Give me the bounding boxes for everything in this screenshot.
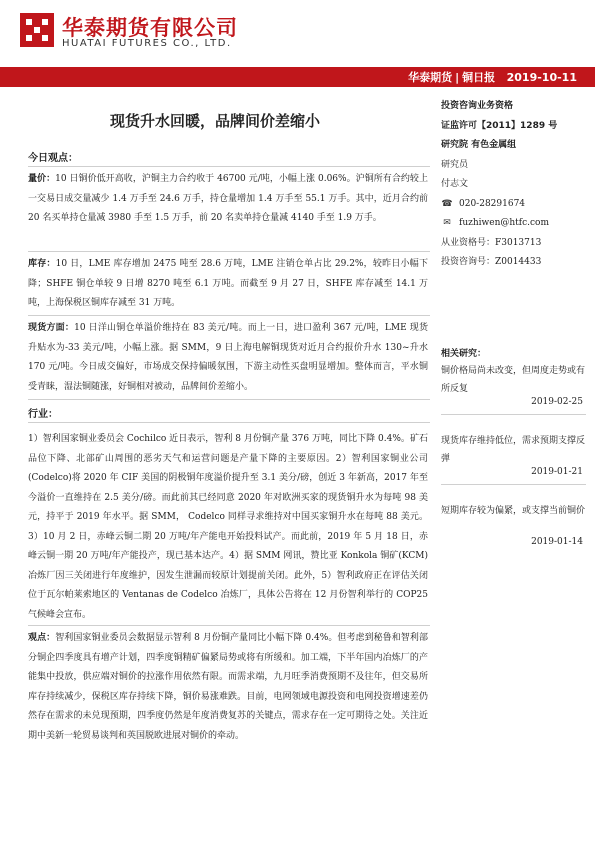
email-row (441, 214, 586, 234)
phone-row (441, 195, 586, 215)
institute: 研究院 有色金属组 (441, 140, 517, 150)
phone-number: 020-28291674 (459, 198, 526, 209)
spot-text: 10 日洋山铜仓单溢价维持在 83 美元/吨。而上一日，进口盈利 367 元/吨，LME 现货升贴水为-33 美元/吨，小幅上涨。据 SMM，9 日上海电解铜现货对近月合约报价升水 130~升水 170 元/吨。今日成交偏好，市场成交保持偏暖氛围，下游主动性买盘明显增加。整体而言，平水铜受青睐，湿法铜随涨，好铜相对被动，品牌间价差缩小。 (28, 323, 428, 392)
related-item[interactable]: 铜价格局尚未改变，但周度走势或有所反复 (441, 366, 586, 394)
view-paragraph (28, 629, 428, 746)
related-item[interactable]: 短期库存较为偏紧，或支撑当前铜价 (441, 506, 586, 516)
license: 证监许可【2011】1289 号 (441, 120, 558, 131)
divider (28, 422, 430, 423)
related-date: 2019-02-25 (531, 397, 583, 407)
divider (441, 484, 586, 485)
divider (28, 399, 430, 400)
researcher-name: 付志文 (441, 179, 469, 189)
company-logo (20, 13, 54, 47)
company-name-en: HUATAI FUTURES CO., LTD. (62, 38, 232, 49)
divider (28, 315, 430, 316)
volume-text: 10 日铜价低开高收，沪铜主力合约收于 46700 元/吨，小幅上涨 0.06%。沪铜所有合约较上一交易日成交量减少 1.4 万手至 24.6 万手，持仓量增加 1.4 万手至 55.1 万手。其中，近月合约前 20 名买单持仓量减 3980 手至 1.5 万手，前 20 名卖单持仓量减 4140 手至 1.9 万手。 (28, 174, 428, 223)
industry-paragraph: 1）智利国家铜业委员会 Cochilco 近日表示，智利 8 月份铜产量 376 万吨，同比下降 0.4%。矿石品位下降、北部矿山周围的恶劣天气和运营问题是产量下降的主要原因。2）智利国家铜业公司(Codelco)将 2020 年 CIF 美国的阴极铜年度溢价提升至 3.1 美分/磅，创近 3 年新高，2017 年至今溢价一直维持在 2.5 美分/磅。而此前其已经同意 2020 年对欧洲买家的现货铜升水为每吨 98 美元，持平于 2019 年水平。据 SMM， Codelco 同样寻求维持对中国买家铜升水在每吨 88 美元。3）10 月 2 日，赤峰云铜二期 20 万吨/年产能电开始投料试产。而此前，2019 年 5 月 18 日，赤峰云铜一期 20 万吨/年产能投产，现已基本达产。4）据 SMM 网讯，赞比亚 Konkola 铜矿(KCM)冶炼厂因三关闭进行年度维护，因发生泄漏而较原计划提前关闭。此外，5）智利政府正在评估关闭位于瓦尔帕莱索地区的 Ventanas de Codelco 冶炼厂，具体公告将在 12 月份智利举行的 COP25 气候峰会宣布。 (28, 434, 428, 620)
email-address[interactable]: fuzhiwen@htfc.com (459, 218, 550, 228)
spot-paragraph (28, 319, 428, 397)
consult-number: 投资咨询号：Z0014433 (441, 257, 542, 267)
report-type: 铜日报 (462, 71, 496, 84)
inventory-label: 库存： (28, 259, 56, 269)
summary-heading: 今日观点： (28, 153, 78, 164)
view-label: 观点： (28, 633, 56, 643)
header-meta: 华泰期货 | 铜日报 2019-10-11 (408, 71, 577, 84)
cert-number: 从业资格号：F3013713 (441, 237, 542, 248)
related-item[interactable]: 现货库存维持低位，需求预期支撑反弹 (441, 436, 586, 464)
researcher-role: 研究员 (441, 159, 469, 170)
report-title: 现货升水回暖，品牌间价差缩小 (109, 112, 320, 130)
phone-icon: ☎ (441, 198, 453, 209)
brand-label: 华泰期货 (408, 71, 453, 84)
view-text: 智利国家铜业委员会数据显示智利 8 月份铜产量同比小幅下降 0.4%。但考虑到秘鲁和智利部分铜企四季度具有增产计划，四季度铜精矿偏紧局势或将有所缓和。加工端，下半年国内冶炼厂的产能集中投放，供应端对铜价的拉涨作用依然有限。而需求端，九月旺季消费预期不及往年，但交易所库存持续减少，保税区库存持续下降，铜价易涨难跌。目前，电网领域电源投资和电网投资增速差仍然存在需求的未兑现预期，四季度仍然是年度消费复苏的关键点，需求存在一定可期待之处。关注近期中美新一轮贸易谈判和英国脱欧进展对铜价的牵动。 (28, 633, 428, 741)
divider (28, 251, 430, 252)
qualification: 投资咨询业务资格 (441, 101, 514, 111)
divider (28, 625, 430, 626)
related-date: 2019-01-21 (531, 467, 583, 477)
inventory-text: 10 日，LME 库存增加 2475 吨至 28.6 万吨，LME 注销仓单占比 29.2%，较昨日小幅下降；SHFE 铜仓单较 9 日增 8270 吨至 6.1 万吨。而截至 9 月 27 日，SHFE 库存减至 14.1 万吨，上海保税区铜库存减至 31 万吨。 (28, 259, 428, 308)
spot-label: 现货方面： (28, 323, 75, 333)
email-icon: ✉ (443, 218, 451, 228)
company-name-cn: 华泰期货有限公司 (62, 16, 238, 40)
related-heading: 相关研究： (441, 349, 487, 359)
inventory-paragraph (28, 255, 428, 314)
volume-label: 量价： (28, 174, 56, 184)
industry-heading: 行业： (28, 409, 58, 420)
volume-paragraph (28, 170, 428, 229)
divider (28, 166, 430, 167)
sidebar-info (441, 97, 586, 273)
report-date: 2019-10-11 (506, 71, 577, 84)
related-date: 2019-01-14 (531, 537, 583, 547)
divider (441, 414, 586, 415)
